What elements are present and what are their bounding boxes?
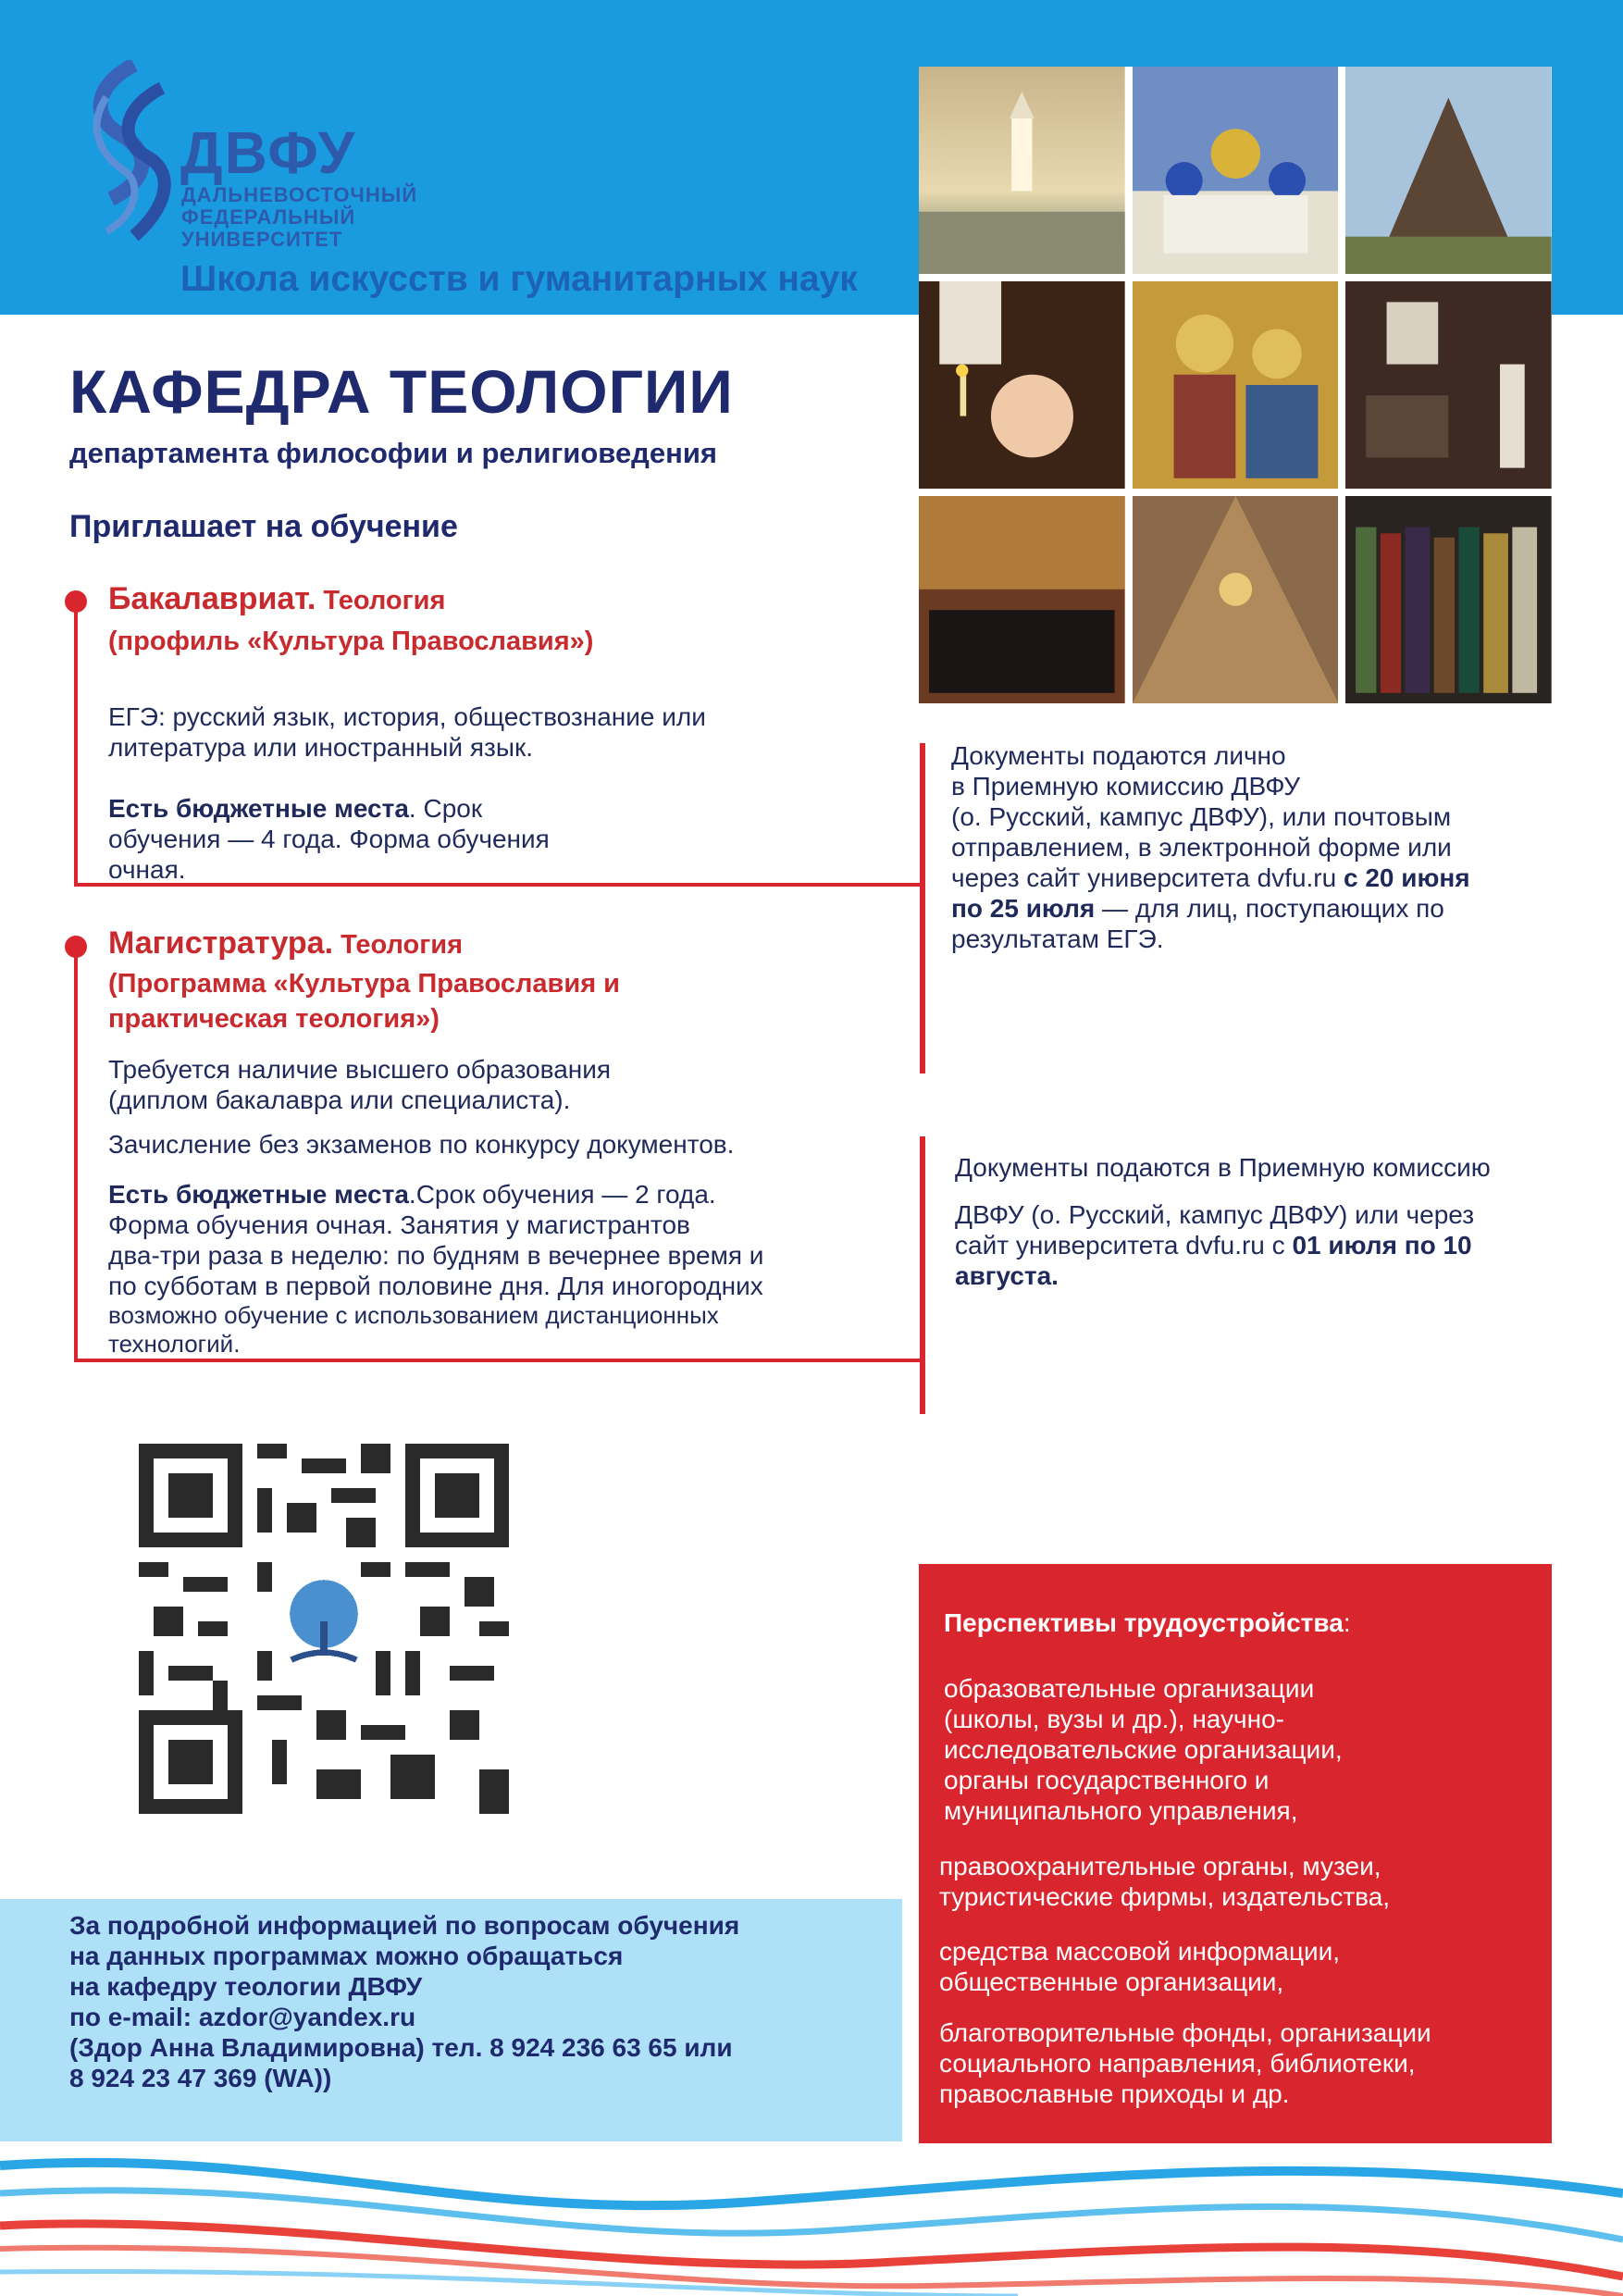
master-budget (108, 1179, 763, 1359)
photo-collage (919, 67, 1552, 703)
bachelor-exams-line-2: литература или иностранный язык. (108, 733, 534, 762)
master-line-3: по субботам в первой половине дня. Для иногородних (108, 1272, 763, 1300)
bachelor-budget-line-2: обучения — 4 года. Форма обучения (108, 825, 550, 853)
master-docs-line (920, 1136, 925, 1414)
bachelor-exams (108, 701, 706, 763)
qr-code[interactable] (139, 1444, 509, 1814)
master-enrollment: Зачисление без экзаменов по конкурсу документов. (108, 1130, 735, 1159)
bachelor-exams-line-1: ЕГЭ: русский язык, история, обществознание или (108, 702, 706, 731)
careers-item: органы государственного и (944, 1766, 1270, 1794)
master-docs-line-1-block (955, 1152, 1491, 1183)
careers-title-colon: : (1343, 1608, 1351, 1637)
careers-item: правоохранительные органы, музеи, (939, 1852, 1381, 1880)
careers-item: социального направления, библиотеки, (939, 2049, 1416, 2078)
careers-item: православные приходы и др. (939, 2079, 1290, 2108)
bachelor-docs-line (920, 743, 925, 1074)
contact-email-line[interactable]: по e-mail: azdor@yandex.ru (69, 2003, 416, 2031)
master-docs-date-start: 01 июля по 10 (1292, 1231, 1472, 1260)
master-title-tail: Теология (333, 930, 464, 960)
bachelor-budget-rest: . Срок (408, 794, 483, 823)
domed-cathedral-photo (1133, 67, 1339, 274)
careers-item: образовательные организации (944, 1674, 1315, 1703)
master-docs-line-3: сайт университета dvfu.ru с (955, 1231, 1293, 1260)
logo-abbreviation: ДВФУ (180, 119, 357, 186)
bachelor-docs-line-5: через сайт университета dvfu.ru (951, 863, 1344, 892)
master-line-4: возможно обучение с использованием дистанционных (108, 1301, 719, 1329)
bachelor-docs-line-6: — для лиц, поступающих по (1095, 894, 1444, 923)
master-program-line-2: практическая теология») (108, 1004, 440, 1034)
mosaic-icon-photo (1133, 281, 1339, 489)
contact-line-2: на данных программах можно обращаться (69, 1942, 624, 1970)
bachelor-title-tail: Теология (316, 586, 446, 615)
careers-item: благотворительные фонды, организации (939, 2018, 1431, 2047)
master-line-2: два-три раза в неделю: по будням в вечернее время и (108, 1241, 764, 1270)
bachelor-profile: (профиль «Культура Православия») (108, 627, 594, 656)
careers-item: средства массовой информации, (939, 1937, 1341, 1966)
logo-line-2: ФЕДЕРАЛЬНЫЙ (181, 205, 356, 229)
careers-title-text: Перспективы трудоустройства (944, 1608, 1344, 1637)
bachelor-heading (108, 581, 445, 617)
careers-group-3 (939, 1936, 1340, 1997)
bachelor-budget (108, 793, 550, 885)
bachelor-budget-bold: Есть бюджетные места (108, 794, 409, 823)
decorative-waves (0, 2138, 1623, 2296)
page-title: КАФЕДРА ТЕОЛОГИИ (69, 357, 734, 426)
logo-line-3: УНИВЕРСИТЕТ (181, 228, 343, 251)
bachelor-docs-date-end: по 25 июля (951, 894, 1096, 923)
books-photo (1345, 496, 1552, 703)
contact-line-3: на кафедру теологии ДВФУ (69, 1972, 423, 2001)
bachelor-vertical-line (74, 602, 78, 887)
contact-phone-line[interactable]: (Здор Анна Владимировна) тел. 8 924 236 63 65 или (69, 2033, 733, 2062)
invite-heading: Приглашает на обучение (69, 509, 458, 544)
church-interior-service-photo (1345, 281, 1552, 489)
wooden-church-photo (1345, 67, 1552, 274)
careers-item: общественные организации, (939, 1967, 1284, 1996)
logo-line-1: ДАЛЬНЕВОСТОЧНЫЙ (181, 183, 418, 206)
bachelor-docs-line-3: (о. Русский, кампус ДВФУ), или почтовым (951, 802, 1452, 831)
careers-item: муниципального управления, (944, 1796, 1298, 1825)
master-budget-bold: Есть бюджетные места (108, 1180, 409, 1209)
master-line-1: Форма обучения очная. Занятия у магистрантов (108, 1210, 690, 1239)
contact-line-1: За подробной информацией по вопросам обучения (69, 1911, 740, 1940)
careers-group-1 (944, 1673, 1343, 1826)
master-documents (955, 1199, 1562, 1291)
church-on-lake-photo (919, 67, 1125, 274)
master-bullet (65, 936, 87, 958)
choir-photo (919, 496, 1125, 703)
master-req-line-2: (диплом бакалавра или специалиста). (108, 1086, 571, 1114)
master-title: Магистратура. (108, 925, 334, 961)
bachelor-docs-line-2: в Приемную комиссию ДВФУ (951, 772, 1301, 800)
page-subtitle: департамента философии и религиоведения (69, 437, 717, 469)
bachelor-budget-line-3: очная. (108, 855, 186, 884)
baptism-photo (919, 281, 1125, 489)
school-name: Школа искусств и гуманитарных наук (180, 259, 858, 299)
bachelor-docs-date-start: с 20 июня (1343, 863, 1470, 892)
contact-info (69, 1910, 739, 2093)
master-heading (108, 925, 463, 962)
bachelor-docs-line-1: Документы подаются лично (951, 741, 1286, 770)
master-line-5: технологий. (108, 1330, 241, 1358)
dvfu-logo-icon (69, 60, 190, 245)
fresco-interior-photo (1133, 496, 1339, 703)
bachelor-docs-line-7: результатам ЕГЭ. (951, 925, 1164, 953)
master-docs-date-end: августа. (955, 1261, 1059, 1290)
bachelor-docs-line-4: отправлением, в электронной форме или (951, 833, 1452, 862)
careers-title (944, 1608, 1351, 1638)
careers-item: исследовательские организации, (944, 1735, 1343, 1764)
master-budget-rest: .Срок обучения — 2 года. (408, 1180, 716, 1209)
master-program (108, 966, 620, 1036)
bachelor-title: Бакалавриат. (108, 581, 316, 616)
careers-item: (школы, вузы и др.), научно- (944, 1705, 1284, 1733)
master-req-line-1: Требуется наличие высшего образования (108, 1055, 612, 1084)
master-program-line-1: (Программа «Культура Православия и (108, 969, 621, 999)
master-requirements (108, 1054, 611, 1115)
careers-group-4 (939, 2017, 1431, 2109)
master-vertical-line (74, 949, 78, 1361)
master-docs-line-2: ДВФУ (о. Русский, кампус ДВФУ) или через (955, 1200, 1475, 1229)
careers-group-2 (939, 1851, 1390, 1912)
careers-item: туристические фирмы, издательства, (939, 1882, 1391, 1911)
bachelor-bullet (65, 590, 87, 613)
master-connector-line (74, 1359, 920, 1362)
contact-phone-line-2[interactable]: 8 924 23 47 369 (WA)) (69, 2064, 332, 2092)
master-docs-line-1: Документы подаются в Приемную комиссию (955, 1153, 1491, 1182)
bachelor-documents (951, 740, 1470, 954)
